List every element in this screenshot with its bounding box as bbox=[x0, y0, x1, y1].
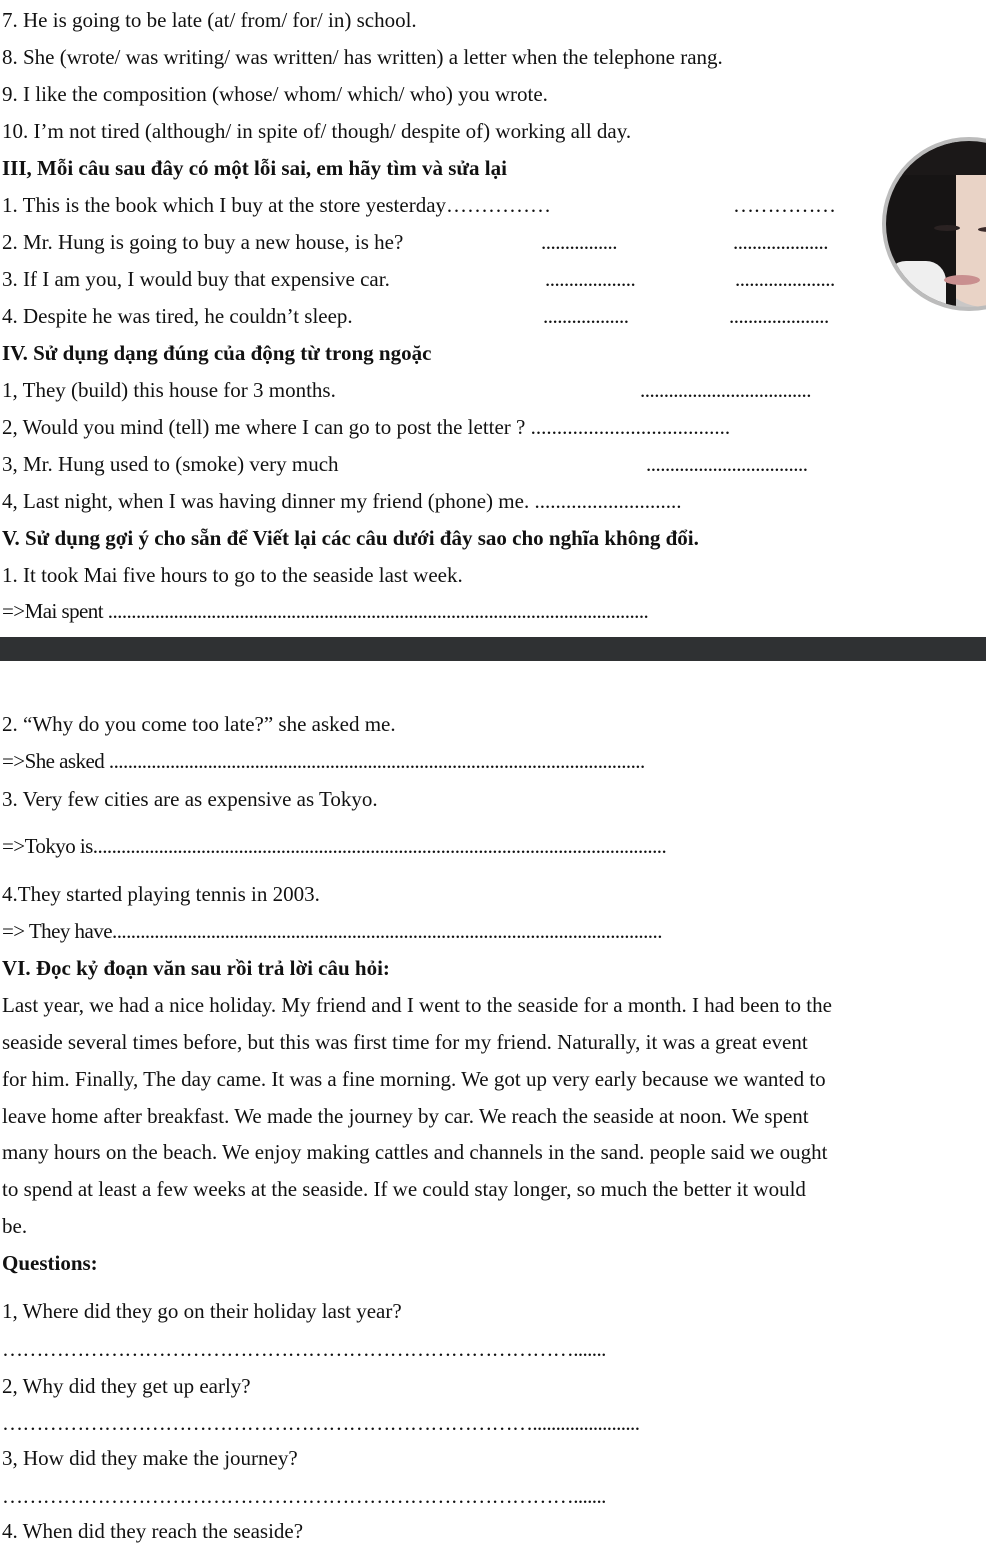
exercise-line: 8. She (wrote/ was writing/ was written/ has written) a letter when the telephone rang. bbox=[2, 45, 723, 69]
exercise-line: 1. This is the book which I buy at the store yesterday…………… bbox=[2, 193, 552, 217]
exercise-line: 9. I like the composition (whose/ whom/ which/ who) you wrote. bbox=[2, 82, 548, 106]
exercise-line: 10. I’m not tired (although/ in spite of/ though/ despite of) working all day. bbox=[2, 119, 632, 143]
section-heading: IV. Sử dụng dạng đúng của động từ trong ngoặc bbox=[2, 341, 432, 365]
section-heading: V. Sử dụng gợi ý cho sẵn để Viết lại các câu dưới đây sao cho nghĩa không đổi. bbox=[2, 526, 699, 550]
passage-line: leave home after breakfast. We made the journey by car. We reach the seaside at noon. We spent bbox=[2, 1104, 809, 1128]
passage-line: many hours on the beach. We enjoy making cattles and channels in the sand. people said we ought bbox=[2, 1140, 828, 1164]
section-heading: III, Mỗi câu sau đây có một lỗi sai, em hãy tìm và sửa lại bbox=[2, 156, 507, 180]
avatar-hair bbox=[886, 141, 986, 175]
answer-blank: ................ bbox=[541, 230, 617, 254]
questions-label: Questions: bbox=[2, 1251, 98, 1275]
avatar-clothing bbox=[886, 261, 946, 307]
answer-blank: ..................... bbox=[729, 304, 829, 328]
answer-blank: …………… bbox=[733, 193, 836, 217]
answer-blank: ................... bbox=[545, 267, 636, 291]
exercise-line: 4, Last night, when I was having dinner my friend (phone) me. ............................ bbox=[2, 489, 682, 513]
exercise-line: 3, Mr. Hung used to (smoke) very much bbox=[2, 452, 339, 476]
exercise-line: 7. He is going to be late (at/ from/ for/ in) school. bbox=[2, 8, 417, 32]
exercise-line: 4. Despite he was tired, he couldn’t sleep. bbox=[2, 304, 353, 328]
answer-line: =>Mai spent ................................................................................................................... bbox=[2, 599, 649, 623]
answer-blank: ..................... bbox=[735, 267, 835, 291]
exercise-line: 2. Mr. Hung is going to buy a new house, is he? bbox=[2, 230, 404, 254]
question-line: 1, Where did they go on their holiday last year? bbox=[2, 1299, 402, 1323]
passage-line: seaside several times before, but this was first time for my friend. Naturally, it was a great event bbox=[2, 1030, 808, 1054]
answer-line: => They have..................................................................................................................... bbox=[2, 919, 662, 943]
answer-blank: .................................... bbox=[640, 378, 811, 402]
exercise-line: 1, They (build) this house for 3 months. bbox=[2, 378, 336, 402]
section-heading: VI. Đọc kỷ đoạn văn sau rồi trả lời câu hỏi: bbox=[2, 956, 390, 980]
page-break-bar bbox=[0, 637, 986, 661]
exercise-line: 4.They started playing tennis in 2003. bbox=[2, 882, 320, 906]
avatar-lips bbox=[944, 275, 980, 285]
exercise-line: 2. “Why do you come too late?” she asked me. bbox=[2, 712, 396, 736]
exercise-line: 3. Very few cities are as expensive as Tokyo. bbox=[2, 787, 378, 811]
answer-line: =>She asked .................................................................................................................. bbox=[2, 749, 645, 773]
passage-line: be. bbox=[2, 1214, 28, 1238]
profile-avatar[interactable] bbox=[886, 141, 986, 307]
answer-line: …………………………………………………………………………....... bbox=[2, 1337, 606, 1361]
exercise-line: 2, Would you mind (tell) me where I can go to post the letter ? ...................................... bbox=[2, 415, 731, 439]
answer-line: =>Tokyo is.......................................................................................................................... bbox=[2, 834, 667, 858]
exercise-line: 3. If I am you, I would buy that expensive car. bbox=[2, 267, 390, 291]
answer-blank: .................. bbox=[543, 304, 629, 328]
answer-blank: .................... bbox=[733, 230, 828, 254]
answer-blank: .................................. bbox=[646, 452, 808, 476]
passage-line: to spend at least a few weeks at the seaside. If we could stay longer, so much the better it would bbox=[2, 1177, 806, 1201]
question-line: 3, How did they make the journey? bbox=[2, 1446, 298, 1470]
answer-line: ……………………………………………………………………....................... bbox=[2, 1411, 640, 1435]
answer-line: …………………………………………………………………………....... bbox=[2, 1484, 606, 1508]
passage-line: for him. Finally, The day came. It was a fine morning. We got up very early because we wanted to bbox=[2, 1067, 826, 1091]
exercise-line: 1. It took Mai five hours to go to the seaside last week. bbox=[2, 563, 463, 587]
passage-line: Last year, we had a nice holiday. My friend and I went to the seaside for a month. I had been to the bbox=[2, 993, 832, 1017]
avatar-eye bbox=[934, 225, 960, 231]
question-line: 4. When did they reach the seaside? bbox=[2, 1519, 304, 1543]
question-line: 2, Why did they get up early? bbox=[2, 1374, 251, 1398]
